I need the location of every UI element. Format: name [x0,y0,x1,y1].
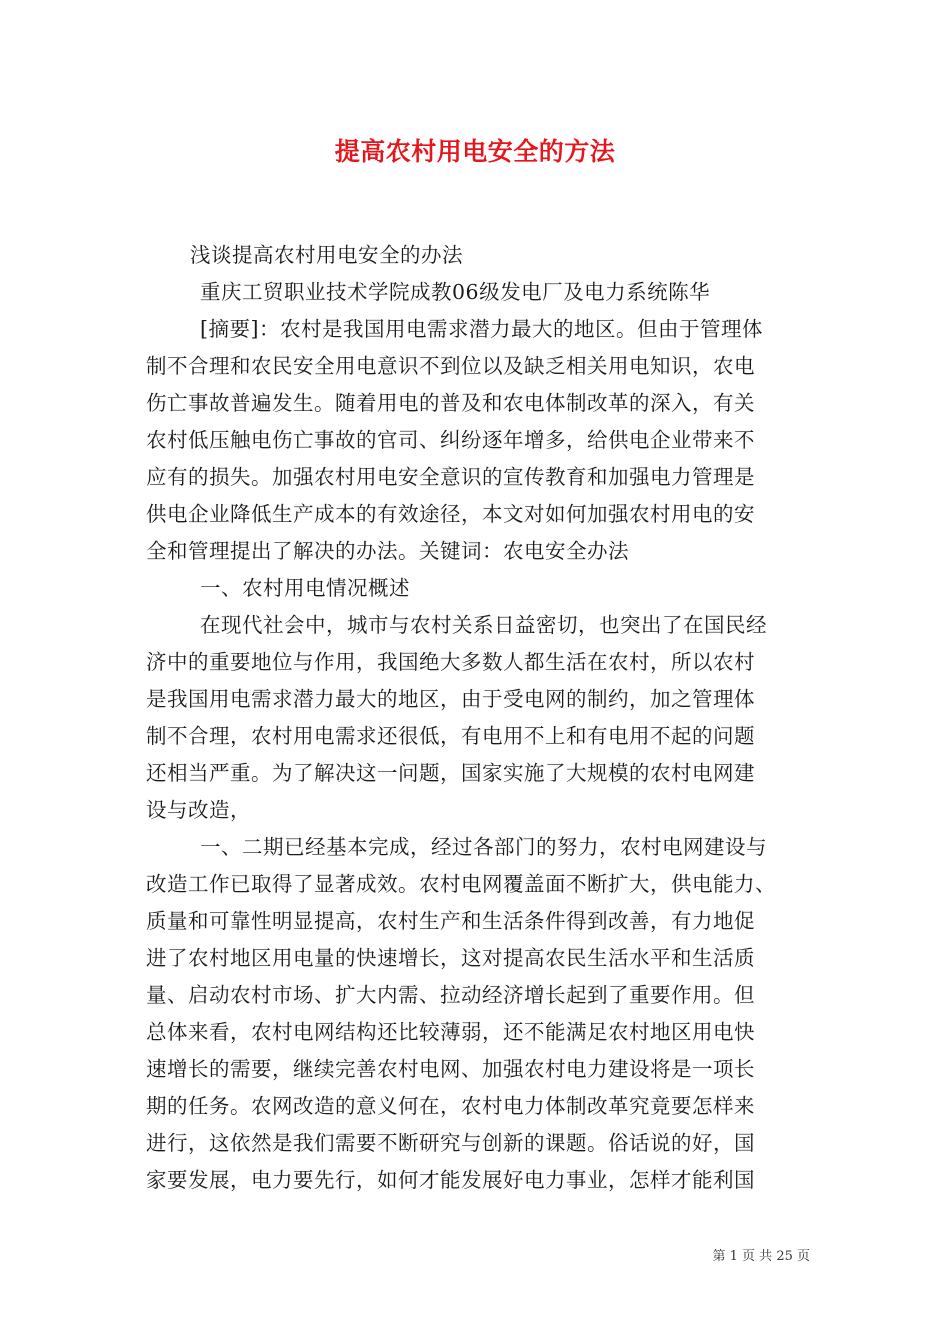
text-line: 农村低压触电伤亡事故的官司、纠纷逐年增多，给供电企业带来不 [146,428,755,452]
text-line: 一、农村用电情况概述 [200,576,410,600]
text-line: [摘要]：农村是我国用电需求潜力最大的地区。但由于管理体 [200,317,763,341]
text-line: 在现代社会中，城市与农村关系日益密切，也突出了在国民经 [200,613,767,637]
text-line: 应有的损失。加强农村用电安全意识的宣传教育和加强电力管理是 [146,465,755,489]
text-line: 伤亡事故普遍发生。随着用电的普及和农电体制改革的深入，有关 [146,391,755,415]
text-line: 还相当严重。为了解决这一问题，国家实施了大规模的农村电网建 [146,761,755,785]
text-line: 量、启动农村市场、扩大内需、拉动经济增长起到了重要作用。但 [146,983,755,1007]
text-line: 制不合理，农村用电需求还很低，有电用不上和有电用不起的问题 [146,724,755,748]
text-line: 总体来看，农村电网结构还比较薄弱，还不能满足农村地区用电快 [146,1020,755,1044]
text-line: 家要发展，电力要先行，如何才能发展好电力事业，怎样才能利国 [146,1168,755,1192]
text-line: 重庆工贸职业技术学院成教06级发电厂及电力系统陈华 [200,280,711,304]
text-line: 进行，这依然是我们需要不断研究与创新的课题。俗话说的好，国 [146,1131,755,1155]
text-line: 供电企业降低生产成本的有效途径，本文对如何加强农村用电的安 [146,502,755,526]
text-line: 期的任务。农网改造的意义何在，农村电力体制改革究竟要怎样来 [146,1094,755,1118]
text-line: 速增长的需要，继续完善农村电网、加强农村电力建设将是一项长 [146,1057,755,1081]
document-body [146,237,814,1199]
text-line: 一、二期已经基本完成，经过各部门的努力，农村电网建设与 [200,835,767,859]
text-line: 济中的重要地位与作用，我国绝大多数人都生活在农村，所以农村 [146,650,755,674]
text-line: 是我国用电需求潜力最大的地区，由于受电网的制约，加之管理体 [146,687,755,711]
text-line: 设与改造， [146,798,251,822]
document-title: 提高农村用电安全的方法 [334,137,616,166]
text-line: 进了农村地区用电量的快速增长，这对提高农民生活水平和生活质 [146,946,755,970]
page-footer: 第 1 页 共 25 页 [712,1249,810,1264]
text-line: 浅谈提高农村用电安全的办法 [190,243,463,267]
text-line: 全和管理提出了解决的办法。关键词：农电安全办法 [146,539,629,563]
text-line: 制不合理和农民安全用电意识不到位以及缺乏相关用电知识，农电 [146,354,755,378]
text-line: 改造工作已取得了显著成效。农村电网覆盖面不断扩大，供电能力、 [146,872,776,896]
text-line: 质量和可靠性明显提高，农村生产和生活条件得到改善，有力地促 [146,909,755,933]
